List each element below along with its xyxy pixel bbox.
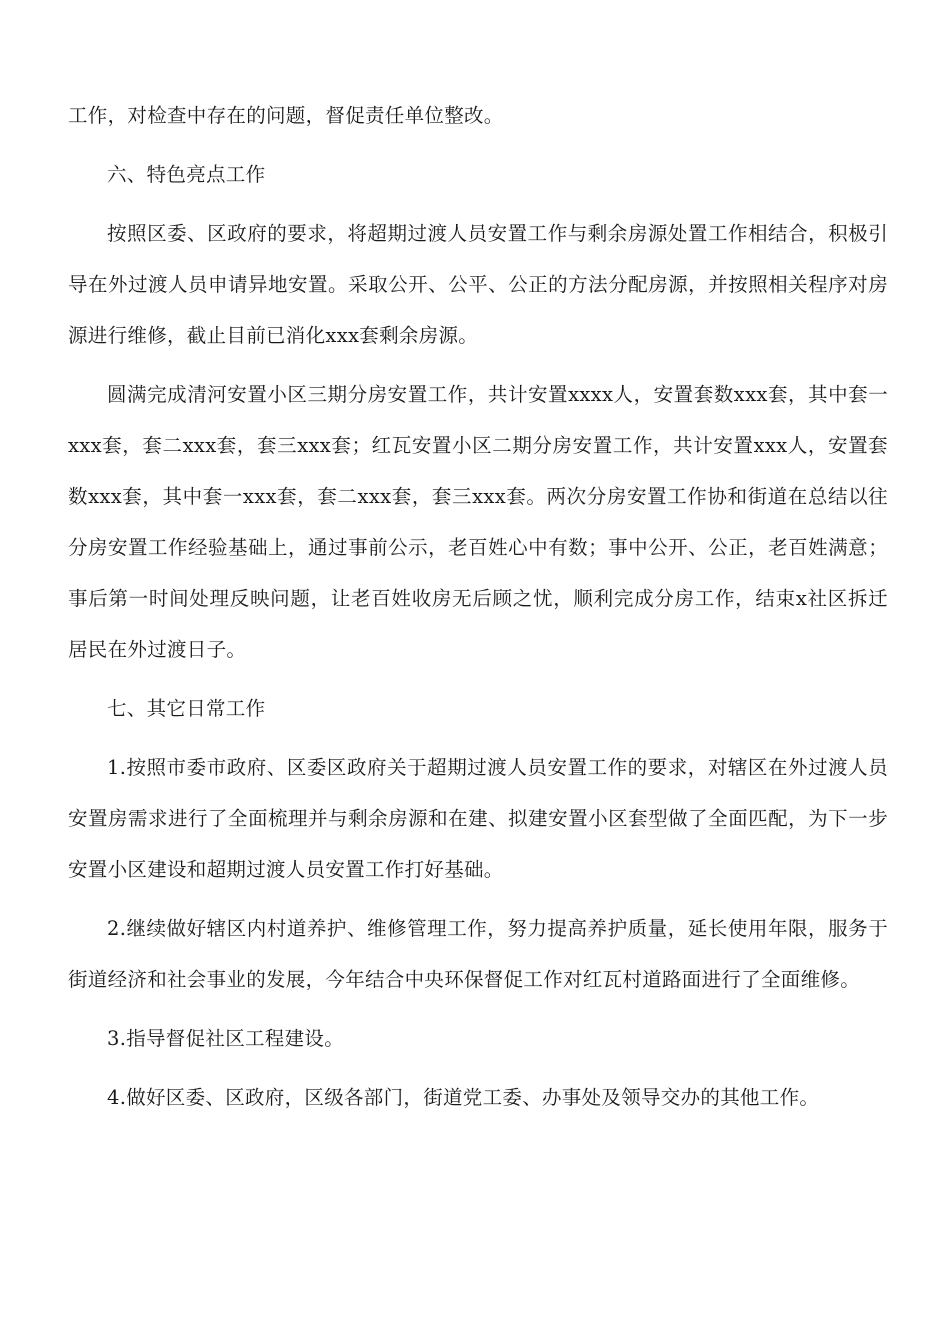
section-heading-seven: 七、其它日常工作 xyxy=(107,697,266,720)
list-item-3: 3.指导督促社区工程建设。 xyxy=(107,1027,345,1050)
paragraph-allocation-results: 圆满完成清河安置小区三期分房安置工作，共计安置xxxx人，安置套数xxx套，其中套一xxx套，套二xxx套，套三xxx套；红瓦安置小区二期分房安置工作，共计安置xxx人，安置套数xxx套，其中套一xxx套，套二xxx套，套三xxx套。两次分房安置工作协和街道在总结以往分房安置工作经验基础上，通过事前公示，老百姓心中有数；事中公开、公正，老百姓满意；事后第一时间处理反映问题，让老百姓收房无后顾之忧，顺利完成分房工作，结束x社区拆迁居民在外过渡日子。 xyxy=(68,383,888,661)
list-item-1: 1.按照市委市政府、区委区政府关于超期过渡人员安置工作的要求，对辖区在外过渡人员安置房需求进行了全面梳理并与剩余房源和在建、拟建安置小区套型做了全面匹配，为下一步安置小区建设和超期过渡人员安置工作打好基础。 xyxy=(68,756,888,881)
list-item-2: 2.继续做好辖区内村道养护、维修管理工作，努力提高养护质量，延长使用年限，服务于街道经济和社会事业的发展，今年结合中央环保督促工作对红瓦村道路面进行了全面维修。 xyxy=(68,917,888,991)
list-item-4: 4.做好区委、区政府，区级各部门，街道党工委、办事处及领导交办的其他工作。 xyxy=(107,1086,820,1109)
paragraph-continuation: 工作，对检查中存在的问题，督促责任单位整改。 xyxy=(68,104,504,127)
paragraph-highlight-housing: 按照区委、区政府的要求，将超期过渡人员安置工作与剩余房源处置工作相结合，积极引导在外过渡人员申请异地安置。采取公开、公平、公正的方法分配房源，并按照相关程序对房源进行维修，截止目前已消化xxx套剩余房源。 xyxy=(68,222,888,347)
section-heading-six: 六、特色亮点工作 xyxy=(107,163,266,186)
document-page xyxy=(68,90,888,1131)
